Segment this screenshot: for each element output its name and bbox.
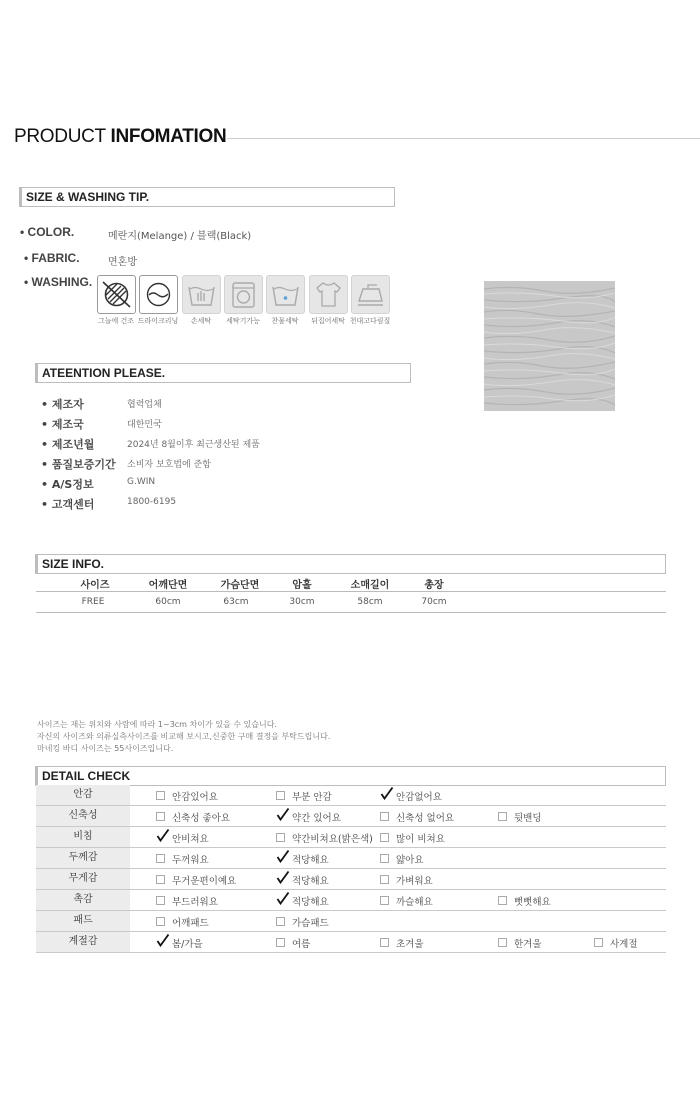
attention-value: 2024년 8월이후 최근생산된 제품 xyxy=(127,440,260,450)
washing-machine-caption: 세탁기가능 xyxy=(226,317,260,325)
inside-out-wash-caption: 뒤집어세탁 xyxy=(311,317,345,325)
gentle-wash-icon xyxy=(266,275,305,314)
detail-check-option-label: 까슬해요 xyxy=(396,897,433,908)
attention-value: G.WIN xyxy=(127,477,156,487)
checkmark-icon xyxy=(276,849,290,863)
detail-check-option-label: 약간비쳐요(밝은색) xyxy=(292,834,373,845)
size-note: 사이즈는 재는 위치와 사람에 따라 1~3cm 차이가 있을 수 있습니다. xyxy=(37,720,277,729)
checkbox-empty-icon xyxy=(156,854,165,863)
page-title-bold: INFOMATION xyxy=(110,126,227,147)
detail-check-option-label: 두꺼워요 xyxy=(172,855,209,866)
detail-check-option-label: 신축성 좋아요 xyxy=(172,813,231,824)
detail-check-row xyxy=(36,785,666,806)
section-attention-title: ATEENTION PLEASE. xyxy=(35,363,411,383)
hand-wash-caption: 손세탁 xyxy=(190,317,212,325)
detail-check-category: 패드 xyxy=(36,911,130,931)
size-note: 자신의 사이즈와 의류실측사이즈를 비교해 보시고,신중한 구매 결정을 부탁드립니다. xyxy=(37,732,331,741)
iron-cloth-icon xyxy=(351,275,390,314)
checkbox-empty-icon xyxy=(594,938,603,947)
detail-check-option-label: 약간 있어요 xyxy=(292,813,341,824)
iron-cloth-caption: 천대고다림질 xyxy=(349,317,391,325)
checkmark-icon xyxy=(156,933,170,947)
size-header-cell: 총장 xyxy=(424,580,444,591)
gentle-wash-caption: 찬물세탁 xyxy=(271,317,299,325)
detail-check-option-label: 가벼워요 xyxy=(396,876,433,887)
title-divider xyxy=(227,138,700,139)
detail-check-row xyxy=(36,911,666,932)
size-cell: FREE xyxy=(81,597,105,607)
size-table-header xyxy=(36,573,666,592)
detail-check-option-label: 초겨울 xyxy=(396,939,424,950)
fabric-swatch-image xyxy=(484,281,615,411)
section-size-washing-title: SIZE & WASHING TIP. xyxy=(19,187,395,207)
section-detail-check-title: DETAIL CHECK xyxy=(35,766,666,786)
attention-key: • 제조국 xyxy=(41,418,84,431)
section-size-info-title: SIZE INFO. xyxy=(35,554,666,574)
detail-check-row xyxy=(36,890,666,911)
size-header-cell: 암홀 xyxy=(292,580,312,591)
checkbox-empty-icon xyxy=(276,791,285,800)
detail-check-option-label: 어깨패드 xyxy=(172,918,209,929)
checkbox-empty-icon xyxy=(156,791,165,800)
detail-check-option-label: 한겨울 xyxy=(514,939,542,950)
detail-check-category: 무게감 xyxy=(36,869,130,889)
checkbox-empty-icon xyxy=(380,938,389,947)
detail-check-category: 신축성 xyxy=(36,806,130,826)
detail-check-row xyxy=(36,848,666,869)
size-header-cell: 소매길이 xyxy=(350,580,390,591)
detail-check-option-label: 안비쳐요 xyxy=(172,834,209,845)
detail-check-option-label: 뒷밴딩 xyxy=(514,813,542,824)
detail-check-option-label: 많이 비쳐요 xyxy=(396,834,445,845)
checkbox-empty-icon xyxy=(380,875,389,884)
attention-value: 대한민국 xyxy=(127,420,162,430)
checkmark-icon xyxy=(276,870,290,884)
page-title xyxy=(14,126,226,148)
size-note: 마네킹 바디 사이즈는 55사이즈입니다. xyxy=(37,744,174,753)
size-cell: 60cm xyxy=(155,597,181,607)
detail-check-row xyxy=(36,806,666,827)
color-value: 메란지(Melange) / 블랙(Black) xyxy=(108,231,252,242)
attention-key: • A/S정보 xyxy=(41,478,94,491)
attention-value: 협력업체 xyxy=(127,400,162,410)
size-cell: 30cm xyxy=(289,597,315,607)
checkbox-empty-icon xyxy=(380,896,389,905)
detail-check-option-label: 적당해요 xyxy=(292,855,329,866)
detail-check-option-label: 안감없어요 xyxy=(396,792,442,803)
checkbox-empty-icon xyxy=(156,896,165,905)
size-header-cell: 사이즈 xyxy=(80,580,110,591)
dry-clean-caption: 드라이크리닝 xyxy=(137,317,179,325)
detail-check-category: 두께감 xyxy=(36,848,130,868)
fabric-label: • FABRIC. xyxy=(24,251,80,265)
checkbox-empty-icon xyxy=(156,875,165,884)
size-table-row xyxy=(36,593,666,613)
inside-out-wash-icon xyxy=(309,275,348,314)
checkbox-empty-icon xyxy=(156,917,165,926)
detail-check-option-label: 신축성 없어요 xyxy=(396,813,455,824)
checkbox-empty-icon xyxy=(498,938,507,947)
size-cell: 63cm xyxy=(223,597,249,607)
fabric-value: 면혼방 xyxy=(108,257,137,268)
attention-key: • 제조자 xyxy=(41,398,84,411)
detail-check-option-label: 부분 안감 xyxy=(292,792,332,803)
detail-check-option-label: 무거운편이예요 xyxy=(172,876,237,887)
detail-check-option-label: 부드러워요 xyxy=(172,897,218,908)
detail-check-option-label: 적당해요 xyxy=(292,897,329,908)
attention-value: 소비자 보호법에 준함 xyxy=(127,460,211,470)
shade-dry-caption: 그늘에 건조 xyxy=(97,317,135,325)
detail-check-category: 안감 xyxy=(36,785,130,805)
checkbox-empty-icon xyxy=(276,917,285,926)
detail-check-row xyxy=(36,827,666,848)
detail-check-option-label: 봄/가을 xyxy=(172,939,203,950)
checkmark-icon xyxy=(276,807,290,821)
size-cell: 70cm xyxy=(421,597,447,607)
checkbox-empty-icon xyxy=(156,812,165,821)
checkbox-empty-icon xyxy=(276,833,285,842)
detail-check-option-label: 얇아요 xyxy=(396,855,424,866)
attention-key: • 고객센터 xyxy=(41,498,95,511)
detail-check-row xyxy=(36,869,666,890)
checkbox-empty-icon xyxy=(380,833,389,842)
detail-check-category: 계절감 xyxy=(36,932,130,952)
detail-check-category: 촉감 xyxy=(36,890,130,910)
washing-machine-icon xyxy=(224,275,263,314)
detail-check-option-label: 여름 xyxy=(292,939,311,950)
attention-key: • 품질보증기간 xyxy=(41,458,116,471)
washing-label: • WASHING. xyxy=(24,275,93,289)
hand-wash-icon xyxy=(182,275,221,314)
product-information-header xyxy=(14,126,700,152)
detail-check-option-label: 안감있어요 xyxy=(172,792,218,803)
attention-value: 1800-6195 xyxy=(127,497,177,507)
size-cell: 58cm xyxy=(357,597,383,607)
checkmark-icon xyxy=(380,786,394,800)
detail-check-option-label: 가슴패드 xyxy=(292,918,329,929)
shade-dry-icon xyxy=(97,275,136,314)
checkmark-icon xyxy=(276,891,290,905)
color-label: • COLOR. xyxy=(20,225,75,239)
detail-check-option-label: 사계절 xyxy=(610,939,638,950)
detail-check-category: 비침 xyxy=(36,827,130,847)
checkbox-empty-icon xyxy=(498,812,507,821)
dry-clean-icon xyxy=(139,275,178,314)
checkbox-empty-icon xyxy=(276,938,285,947)
checkbox-empty-icon xyxy=(380,812,389,821)
size-header-cell: 어깨단면 xyxy=(148,580,188,591)
checkbox-empty-icon xyxy=(498,896,507,905)
detail-check-option-label: 적당해요 xyxy=(292,876,329,887)
attention-key: • 제조년월 xyxy=(41,438,95,451)
detail-check-row xyxy=(36,932,666,953)
page-title-light: PRODUCT xyxy=(14,126,106,147)
size-header-cell: 가슴단면 xyxy=(220,580,260,591)
detail-check-option-label: 뻣뻣해요 xyxy=(514,897,551,908)
checkmark-icon xyxy=(156,828,170,842)
checkbox-empty-icon xyxy=(380,854,389,863)
